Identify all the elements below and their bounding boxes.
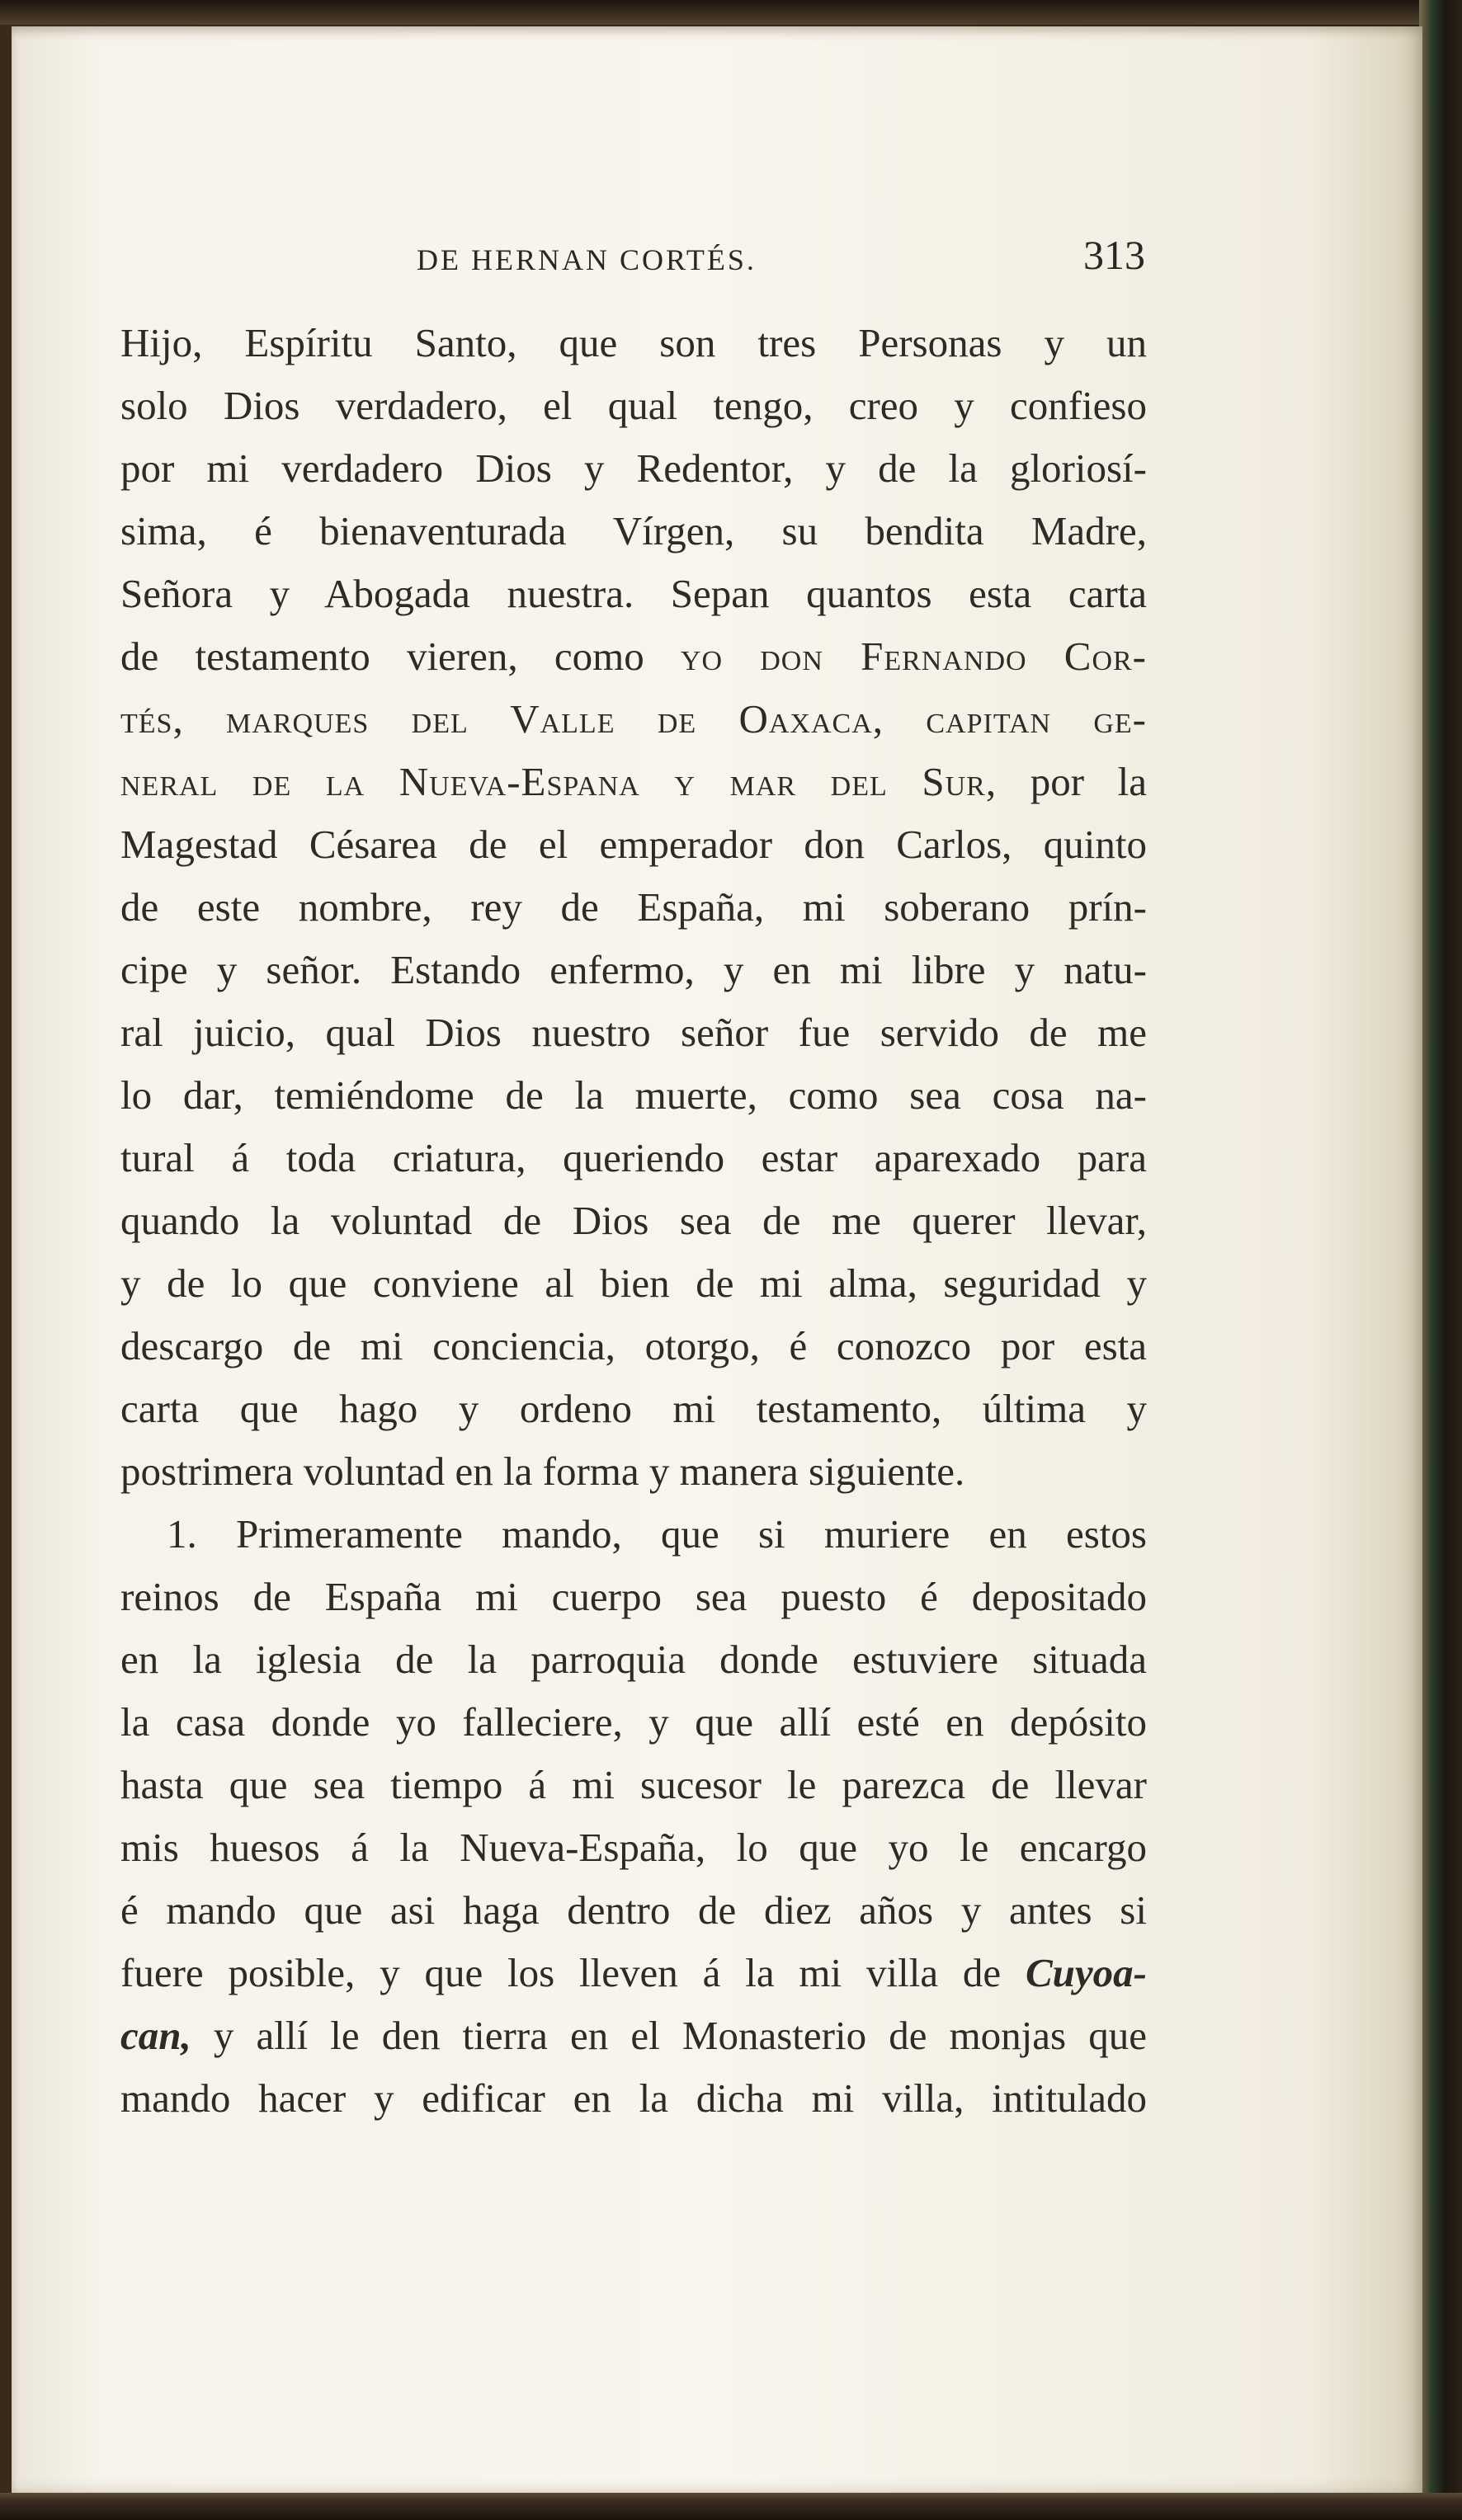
text-line [120,1566,1147,1628]
text-segment: Hijo, Espíritu Santo, que son tres Personas y un [120,320,1147,365]
text-line [120,876,1147,939]
italic-text: Cuyoa- [1026,1950,1147,1995]
text-segment: hasta que sea tiempo á mi sucesor le parezca de llevar [120,1762,1147,1807]
small-caps-text: neral de la Nueva-Espana y mar del Sur, [120,759,997,804]
text-line [120,1189,1147,1252]
text-line [120,1127,1147,1189]
text-line [120,1754,1147,1816]
text-line [120,1942,1147,2004]
text-line [120,1064,1147,1127]
text-line [120,1503,1147,1566]
text-line [120,374,1147,437]
text-segment: y de lo que conviene al bien de mi alma, seguridad y [120,1260,1147,1306]
text-line [120,1001,1147,1064]
binding-bottom-edge [0,2493,1462,2520]
text-segment: postrimera voluntad en la forma y manera siguiente. [120,1448,965,1494]
text-line [120,1628,1147,1691]
text-segment: Señora y Abogada nuestra. Sepan quantos esta carta [120,571,1147,616]
text-segment: lo dar, temiéndome de la muerte, como sea cosa na- [120,1072,1147,1118]
text-segment: la casa donde yo falleciere, y que allí esté en depósito [120,1699,1147,1745]
small-caps-text: yo don Fernando Cor- [680,634,1148,679]
text-line [120,1816,1147,1879]
text-segment: por mi verdadero Dios y Redentor, y de la gloriosí- [120,445,1147,491]
text-segment: de testamento vieren, como [120,634,681,679]
text-line [120,2067,1147,2130]
text-segment: de este nombre, rey de España, mi soberano prín- [120,884,1147,930]
text-segment: solo Dios verdadero, el qual tengo, creo y confieso [120,383,1147,428]
text-line [120,312,1147,374]
text-segment: cipe y señor. Estando enfermo, y en mi libre y natu- [120,947,1147,992]
text-segment: en la iglesia de la parroquia donde estuviere situada [120,1637,1147,1682]
text-line [120,1879,1147,1942]
text-line [120,1691,1147,1754]
text-segment: mis huesos á la Nueva-España, lo que yo le encargo [120,1825,1147,1870]
text-segment: sima, é bienaventurada Vírgen, su bendita Madre, [120,508,1147,553]
text-line [120,813,1147,876]
page-fore-edge [1419,0,1462,2520]
text-segment: descargo de mi conciencia, otorgo, é conozco por esta [120,1323,1147,1368]
text-line [120,563,1147,625]
text-line [120,625,1147,688]
text-line [120,2004,1147,2067]
text-segment: carta que hago y ordeno mi testamento, última y [120,1386,1147,1431]
text-line [120,1252,1147,1315]
text-segment: 1. Primeramente mando, que si muriere en estos [167,1511,1147,1557]
page-header [116,231,1145,297]
text-line [120,939,1147,1001]
italic-text: can, [120,2013,191,2058]
binding-top-edge [0,0,1462,25]
text-segment: reinos de España mi cuerpo sea puesto é depositado [120,1574,1147,1619]
text-line [120,437,1147,500]
text-segment: ral juicio, qual Dios nuestro señor fue servido de me [120,1010,1147,1055]
text-segment: Magestad Césarea de el emperador don Carlos, quinto [120,822,1147,867]
running-head: DE HERNAN CORTÉS. [417,243,757,276]
text-segment: fuere posible, y que los lleven á la mi villa de [120,1950,1026,1995]
page-number: 313 [1083,232,1145,278]
small-caps-text: tés, marques del Valle de Oaxaca, capitan ge- [120,696,1147,742]
text-segment: tural á toda criatura, queriendo estar aparexado para [120,1135,1147,1180]
text-line [120,1440,1147,1503]
text-line [120,1378,1147,1440]
text-segment: é mando que asi haga dentro de diez años y antes si [120,1887,1147,1933]
text-line [120,500,1147,563]
body-text [120,312,1147,2130]
text-segment: por la [997,759,1147,804]
text-segment: y allí le den tierra en el Monasterio de monjas que [191,2013,1147,2058]
text-line [120,1315,1147,1378]
text-segment: quando la voluntad de Dios sea de me querer llevar, [120,1198,1147,1243]
text-segment: mando hacer y edificar en la dicha mi villa, intitulado [120,2075,1147,2121]
text-line [120,688,1147,751]
text-line [120,751,1147,813]
